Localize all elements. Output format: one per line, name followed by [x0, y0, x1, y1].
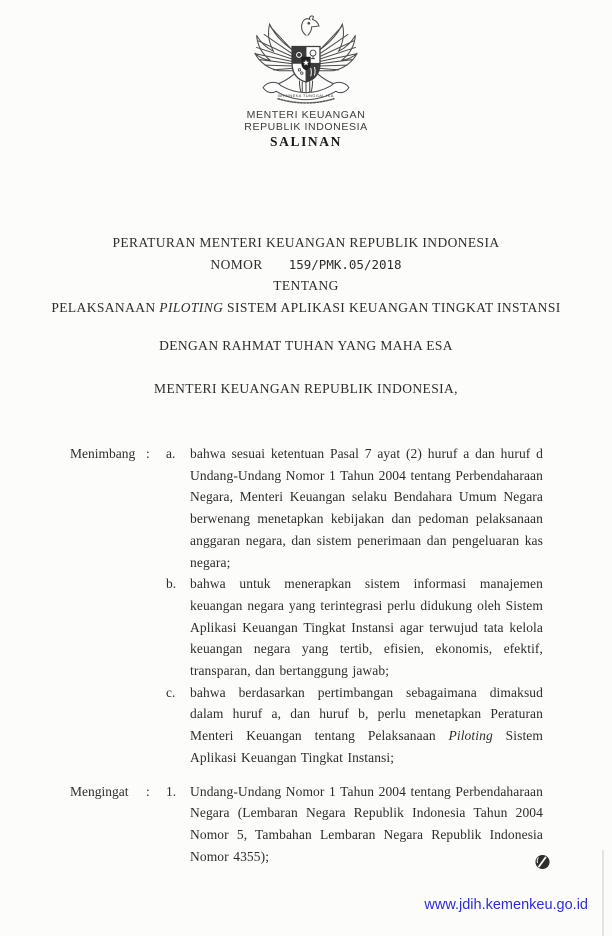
- regulation-title: PERATURAN MENTERI KEUANGAN REPUBLIK INDONESIA: [112, 235, 500, 250]
- republic-name: REPUBLIK INDONESIA: [244, 121, 368, 133]
- mengingat-label: Mengingat: [70, 783, 129, 799]
- pancasila-shield: [292, 47, 320, 82]
- clause-italic-word: Piloting: [448, 728, 493, 744]
- clause-text: bahwa berdasarkan pertimbangan sebagaimana dimaksud dalam huruf a, dan huruf b, perlu menetapkan Peraturan Menteri Keuangan tentang Pelaksanaan Piloting Sistem Aplikasi Keuangan Tingkat Instansi;: [190, 684, 543, 765]
- regulation-number-line: [0, 254, 612, 276]
- menimbang-label: Menimbang: [70, 446, 136, 461]
- right-wing: [315, 24, 357, 71]
- left-wing: [255, 24, 297, 71]
- colon: :: [146, 446, 150, 461]
- body-clauses: [0, 443, 612, 867]
- salinan-copy-stamp: SALINAN: [270, 134, 342, 149]
- ministry-name: MENTERI KEUANGAN: [246, 109, 366, 121]
- clause-marker: 1.: [166, 783, 177, 799]
- regulation-subject: PELAKSANAAN PILOTING SISTEM APLIKASI KEUANGAN TINGKAT INSTANSI: [51, 299, 561, 315]
- regulation-title-block: [0, 232, 612, 318]
- eagle-head: [302, 16, 320, 35]
- nomor-label: NOMOR: [210, 256, 263, 272]
- letterhead: [0, 0, 612, 149]
- regulation-number: 159/PMK.05/2018: [288, 256, 402, 272]
- jdih-website-watermark: www.jdih.kemenkeu.go.id: [424, 897, 588, 913]
- colon: :: [146, 783, 150, 799]
- clause-text: bahwa untuk menerapkan sistem informasi manajemen keuangan negara yang terintegrasi perlu didukung oleh Sistem Aplikasi Keuangan Tingkat Instansi agar terwujud tata kelola keuangan negara yang tertib, efisien, ekonomis, efektif, transparan, dan bertanggung jawab;: [190, 576, 543, 679]
- garuda-pancasila-emblem: [250, 12, 362, 109]
- clause-marker: a.: [166, 446, 176, 461]
- clause-text: bahwa sesuai ketentuan Pasal 7 ayat (2) huruf a dan huruf d Undang-Undang Nomor 1 Tahun 2004 tentang Perbendaharaan Negara, Menteri Keuangan selaku Bendahara Umum Negara berwenang menetapkan kebijakan dan pedoman pelaksanaan anggaran negara, dan sistem penerimaan dan pengeluaran kas negara;: [190, 446, 543, 570]
- clause-marker: b.: [166, 576, 177, 592]
- emblem-motto: BHINNEKA TUNGGAL IKA: [278, 92, 334, 98]
- subject-italic-word: PILOTING: [159, 299, 224, 315]
- clause-text: Undang-Undang Nomor 1 Tahun 2004 tentang Perbendaharaan Negara (Lembaran Negara Republik Indonesia Tahun 2004 Nomor 5, Tambahan Lembaran Negara Republik Indonesia Nomor 4355);: [190, 783, 543, 864]
- menimbang-section: [70, 443, 543, 769]
- tentang-label: TENTANG: [273, 278, 339, 293]
- scan-edge-shadow: [602, 850, 604, 936]
- clause-marker: c.: [166, 684, 176, 700]
- enacting-authority-line: MENTERI KEUANGAN REPUBLIK INDONESIA,: [154, 380, 458, 396]
- invocation-line: DENGAN RAHMAT TUHAN YANG MAHA ESA: [159, 338, 453, 353]
- mengingat-section: [70, 781, 543, 868]
- paraf-initial-mark: [534, 853, 551, 876]
